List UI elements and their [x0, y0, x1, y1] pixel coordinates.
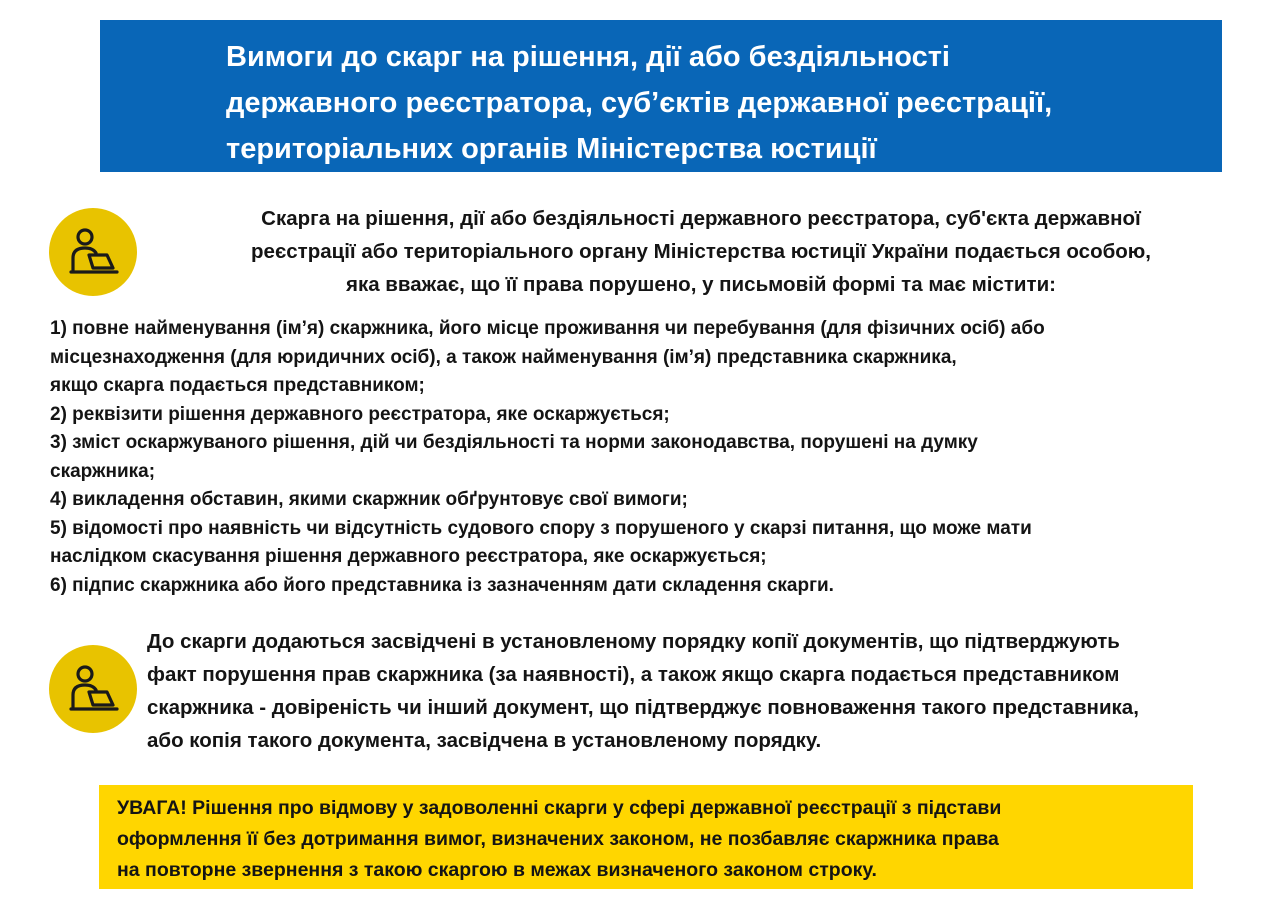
person-at-laptop-icon — [49, 645, 137, 733]
attachments-line: факт порушення прав скаржника (за наявності), а також якщо скарга подається представником — [147, 663, 1120, 686]
list-item — [50, 401, 1230, 430]
attachments-line: До скарги додаються засвідчені в установленому порядку копії документів, що підтверджують — [147, 630, 1120, 653]
list-item — [50, 486, 1230, 515]
list-item-line: 2) реквізити рішення державного реєстратора, яке оскаржується; — [50, 403, 670, 425]
page-title — [226, 34, 1222, 172]
title-line: Вимоги до скарг на рішення, дії або бездіяльності — [226, 41, 950, 73]
intro-text — [151, 202, 1251, 301]
list-item — [50, 572, 1230, 601]
attachments-text — [147, 625, 1277, 757]
list-item-line: якщо скарга подається представником; — [50, 375, 425, 396]
list-item — [50, 429, 1230, 486]
title-line: територіальних органів Міністерства юстиції — [226, 133, 877, 165]
list-item-line: місцезнаходження (для юридичних осіб), а також найменування (ім’я) представника скаржника, — [50, 346, 957, 368]
warning-line: на повторне звернення з такою скаргою в межах визначеного законом строку. — [117, 859, 877, 881]
attachments-line: скаржника - довіреність чи інший документ, що підтверджує повноваження такого представника, — [147, 696, 1139, 719]
list-item-line: скаржника; — [50, 460, 156, 482]
list-item — [50, 515, 1230, 572]
list-item-line: 6) підпис скаржника або його представника із зазначенням дати складення скарги. — [50, 574, 834, 596]
intro-line: яка вважає, що її права порушено, у письмовій формі та має містити: — [345, 273, 1056, 296]
header-banner — [100, 20, 1222, 172]
list-item-line: 1) повне найменування (ім’я) скаржника, його місце проживання чи перебування (для фізичних осіб) або — [50, 318, 1045, 339]
list-item-line: 3) зміст оскаржуваного рішення, дій чи бездіяльності та норми законодавства, порушені на думку — [50, 432, 978, 453]
list-item — [50, 315, 1230, 401]
warning-box — [99, 785, 1193, 889]
warning-line: оформлення її без дотримання вимог, визначених законом, не позбавляє скаржника права — [117, 828, 999, 850]
list-item-line: наслідком скасування рішення державного реєстратора, яке оскаржується; — [50, 546, 767, 567]
title-line: державного реєстратора, суб’єктів державної реєстрації, — [226, 87, 1053, 119]
intro-line: реєстрації або територіального органу Міністерства юстиції України подається особою, — [251, 240, 1151, 263]
person-at-laptop-icon — [49, 208, 137, 296]
warning-line: УВАГА! Рішення про відмову у задоволенні скарги у сфері державної реєстрації з підстави — [117, 797, 1002, 819]
list-item-line: 4) викладення обставин, якими скаржник обґрунтовує свої вимоги; — [50, 489, 688, 510]
list-item-line: 5) відомості про наявність чи відсутність судового спору з порушеного у скарзі питання, що може мати — [50, 517, 1032, 539]
attachments-line: або копія такого документа, засвідчена в установленому порядку. — [147, 729, 822, 752]
requirements-list — [50, 315, 1230, 600]
intro-line: Скарга на рішення, дії або бездіяльності державного реєстратора, суб'єкта державної — [261, 207, 1141, 230]
